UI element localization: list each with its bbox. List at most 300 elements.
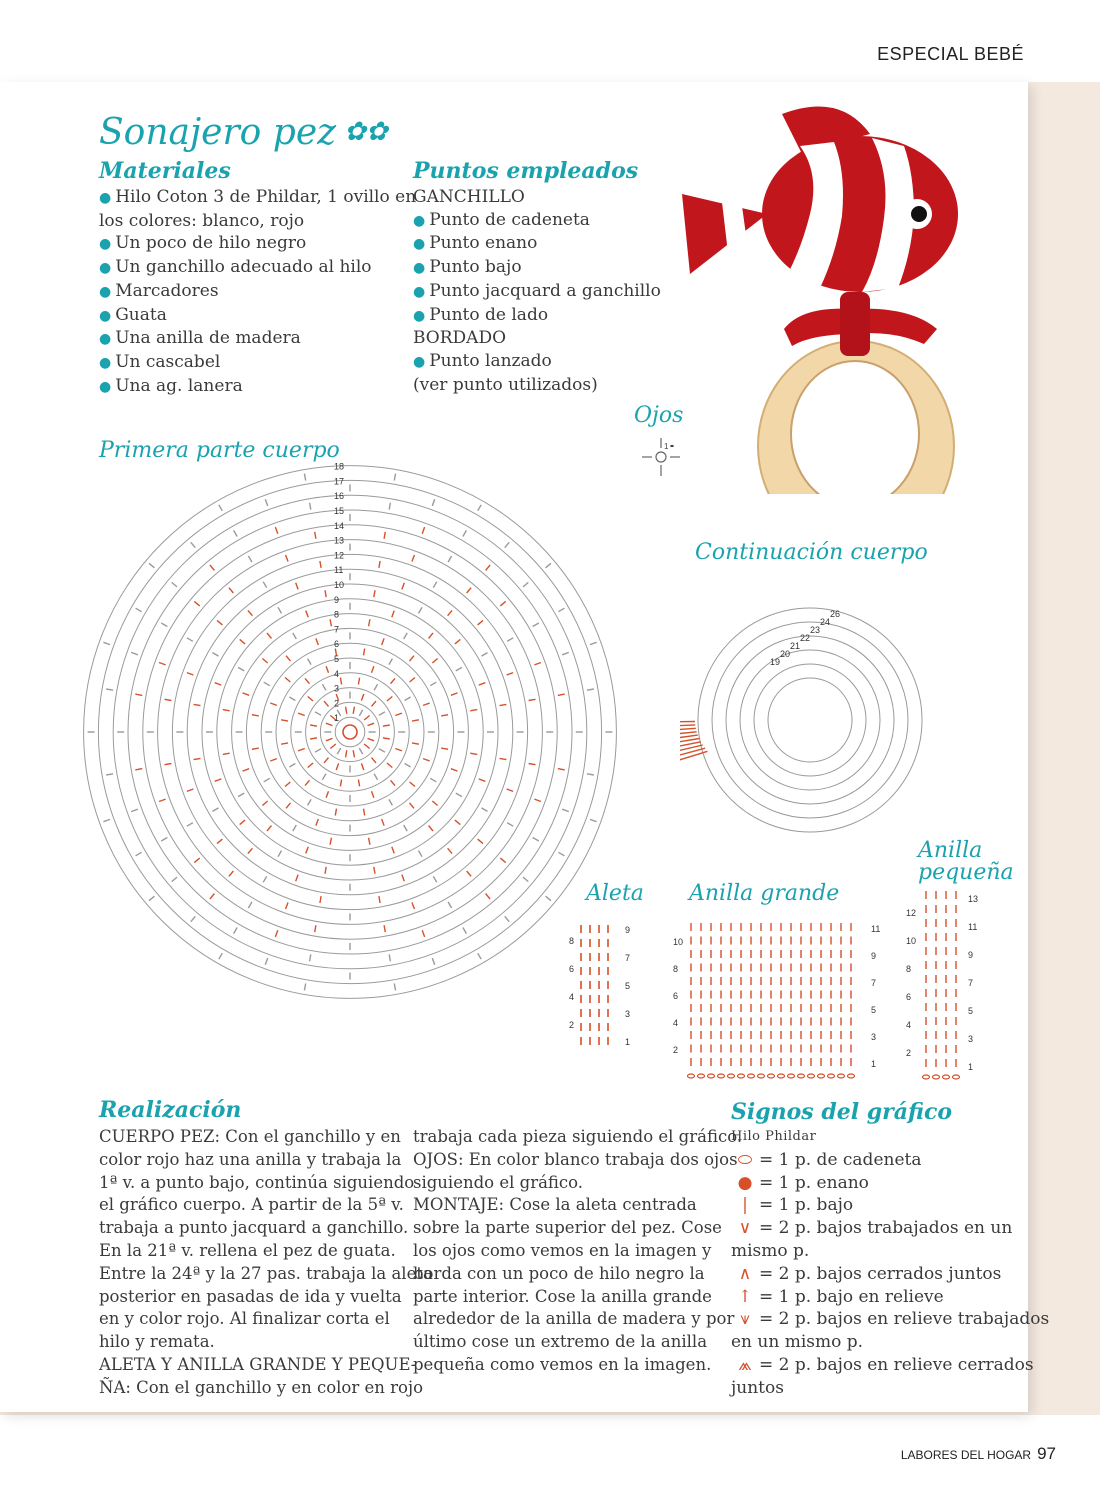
slip-stitch-icon: ● xyxy=(737,1172,753,1193)
stitch-mark xyxy=(422,930,424,937)
stitch-mark xyxy=(103,819,110,821)
row-number: 8 xyxy=(673,964,679,974)
list-item: ● Una ag. lanera xyxy=(99,375,243,396)
stitch-mark xyxy=(590,642,597,644)
stitch-mark xyxy=(441,715,448,716)
stitch-mark xyxy=(286,555,288,562)
stitch-mark xyxy=(419,851,423,857)
row-number: 5 xyxy=(968,1006,974,1016)
row-number: 3 xyxy=(871,1032,877,1042)
stitch-mark xyxy=(372,666,374,673)
stitch-mark xyxy=(191,542,196,547)
stitch-mark xyxy=(262,801,267,806)
stitch-mark xyxy=(187,823,193,827)
stitch-mark xyxy=(369,838,370,845)
stitch-mark xyxy=(194,758,201,759)
svg-text:1: 1 xyxy=(664,442,669,451)
round-number: 3 xyxy=(334,683,340,694)
round-ring xyxy=(98,480,601,983)
stitch-mark xyxy=(293,633,297,639)
stitch-mark xyxy=(500,858,505,863)
stitch-mark xyxy=(412,555,414,562)
stitch-mark xyxy=(131,652,138,654)
list-item: BORDADO xyxy=(413,328,507,349)
stitch-mark xyxy=(346,707,347,714)
stitch-mark xyxy=(448,848,453,853)
stitch-mark xyxy=(558,608,564,612)
legend-row: ∧ = 2 p. bajos cerrados juntos xyxy=(731,1263,1049,1286)
stitch-mark xyxy=(296,875,298,882)
stitch-mark xyxy=(412,743,419,744)
row-number: 5 xyxy=(871,1005,877,1015)
stitch-mark xyxy=(289,764,295,768)
stitch-mark xyxy=(448,556,452,562)
list-item: ● Un poco de hilo negro xyxy=(99,233,307,254)
legend-row: juntos xyxy=(731,1377,784,1398)
stitch-mark xyxy=(298,713,305,715)
stitch-mark xyxy=(217,839,222,844)
stitch-mark xyxy=(136,852,142,856)
round-number: 6 xyxy=(334,639,340,650)
round-ring xyxy=(291,673,409,791)
stitch-mark xyxy=(278,851,282,857)
stitch-mark xyxy=(389,659,393,665)
signos-legend xyxy=(731,1126,1049,1400)
magic-ring xyxy=(343,725,357,739)
stitch-mark xyxy=(306,847,308,854)
stitch-mark xyxy=(289,697,295,701)
stitch-mark xyxy=(372,701,377,706)
legend-row: ● = 1 p. enano xyxy=(731,1172,1049,1195)
stitch-mark xyxy=(395,713,402,715)
stitch-mark xyxy=(391,780,396,785)
stitch-mark xyxy=(265,958,267,965)
chain-mark xyxy=(798,1074,805,1078)
round-ring xyxy=(712,622,908,818)
stitch-mark xyxy=(387,763,392,768)
stitch-mark xyxy=(358,678,359,685)
stitch-mark xyxy=(383,738,390,739)
stitch-mark xyxy=(419,607,423,613)
stitch-mark xyxy=(507,789,513,791)
stitch-mark xyxy=(486,565,491,570)
stitch-mark xyxy=(432,801,437,806)
stitch-mark xyxy=(507,823,513,827)
row-number: 1 xyxy=(968,1062,974,1072)
stitch-mark xyxy=(310,954,311,961)
round-ring xyxy=(143,525,557,939)
stitch-mark xyxy=(392,847,394,854)
stitch-mark xyxy=(286,903,288,910)
row-number: 9 xyxy=(871,951,877,961)
stitch-mark xyxy=(558,852,564,856)
stitch-mark xyxy=(430,778,436,782)
round-ring xyxy=(768,678,852,762)
stitch-mark xyxy=(432,958,434,965)
page-footer: LABORES DEL HOGAR 97 xyxy=(900,1444,1056,1463)
stitch-mark xyxy=(296,583,298,590)
stitch-mark xyxy=(404,825,408,831)
stitch-mark xyxy=(405,697,411,701)
list-item: ● Un ganchillo adecuado al hilo xyxy=(99,257,372,278)
stitch-mark xyxy=(433,876,437,882)
stitch-mark xyxy=(534,663,541,665)
stitch-mark xyxy=(172,877,177,882)
stitch-mark xyxy=(219,505,223,511)
row-number: 12 xyxy=(906,908,917,918)
stitch-mark xyxy=(217,620,222,625)
round-number: 14 xyxy=(334,520,345,531)
stitch-mark xyxy=(364,649,365,656)
stitch-mark xyxy=(402,875,404,882)
list-item: (ver punto utilizados) xyxy=(413,374,598,395)
stitch-mark xyxy=(340,678,341,685)
row-number: 7 xyxy=(871,978,877,988)
stitch-mark xyxy=(429,826,434,831)
chain-mark xyxy=(778,1074,785,1078)
stitch-mark xyxy=(215,683,222,685)
signos-heading: Signos del gráfico xyxy=(731,1099,953,1125)
round-number: 26 xyxy=(830,609,841,619)
stitch-mark xyxy=(187,638,193,642)
stitch-mark xyxy=(404,633,408,639)
round-number: 4 xyxy=(334,668,340,679)
legend-row: | = 1 p. bajo xyxy=(731,1194,1049,1217)
stitch-mark xyxy=(379,896,380,903)
stitch-mark xyxy=(430,682,436,686)
round-ring xyxy=(754,664,866,776)
stitch-mark xyxy=(412,903,414,910)
stitch-mark xyxy=(353,750,354,757)
stitch-mark xyxy=(219,953,223,959)
stitch-mark xyxy=(448,610,453,615)
fin-mark xyxy=(680,725,695,727)
stitch-mark xyxy=(308,763,313,768)
stitch-mark xyxy=(392,611,394,618)
stitch-mark xyxy=(379,749,385,753)
stitch-mark xyxy=(243,769,250,771)
stitch-mark xyxy=(263,876,267,882)
chain-mark xyxy=(738,1074,745,1078)
stitch-mark xyxy=(394,474,395,481)
stitch-mark xyxy=(383,725,390,726)
stitch-mark xyxy=(165,764,172,765)
stitch-mark xyxy=(587,774,594,775)
chain-mark xyxy=(848,1074,855,1078)
chart-title-ojos: Ojos xyxy=(634,403,684,428)
stitch-mark xyxy=(410,678,415,683)
stitch-mark xyxy=(330,838,331,845)
chart-title-aleta: Aleta xyxy=(586,881,644,906)
round-number: 16 xyxy=(334,491,345,502)
stitch-mark xyxy=(264,682,270,686)
stitch-mark xyxy=(562,809,569,811)
stitch-mark xyxy=(240,820,245,825)
stitch-mark xyxy=(359,710,363,716)
stitch-mark xyxy=(210,894,215,899)
stitch-mark xyxy=(315,925,316,932)
stitch-mark xyxy=(278,607,282,613)
round-number: 1 xyxy=(334,713,340,724)
stitch-mark xyxy=(391,678,396,683)
stitch-mark xyxy=(106,689,113,690)
stitch-mark xyxy=(456,667,462,671)
list-item: ● Punto lanzado xyxy=(413,350,552,371)
row-number: 2 xyxy=(569,1020,575,1030)
chain-mark xyxy=(728,1074,735,1078)
stitch-mark xyxy=(310,738,317,739)
row-number: 6 xyxy=(673,991,679,1001)
stitch-mark xyxy=(240,639,245,644)
relief-stitch-icon: ↑ xyxy=(737,1286,753,1307)
stitch-mark xyxy=(482,653,488,657)
stitch-mark xyxy=(364,716,369,721)
page-title: Sonajero pez ✿✿ xyxy=(99,112,388,153)
list-item: GANCHILLO xyxy=(413,187,525,207)
round-number: 9 xyxy=(334,594,340,605)
stitch-mark xyxy=(558,694,565,695)
stitch-mark xyxy=(433,582,437,588)
puntos-list xyxy=(413,186,661,396)
stitch-mark xyxy=(374,684,378,690)
round-number: 5 xyxy=(334,654,340,664)
stitch-mark xyxy=(161,623,167,627)
stitch-mark xyxy=(410,656,415,661)
round-ring xyxy=(726,636,894,804)
stitch-mark xyxy=(135,769,142,770)
round-number: 15 xyxy=(334,506,345,516)
realizacion-col2: trabaja cada pieza siguiendo el gráfico. OJOS: En color blanco trabaja dos ojos siguiendo el gráfico. MONTAJE: Cose la aleta centrada sobre la parte superior del pez. Cose los ojos como vemos en la imagen y borda con un poco de hilo negro la parte interior. Cose la anilla grande alrededor de la anilla de madera y por último cose un extremo de la anilla pequeña como vemos en la imagen. xyxy=(413,1127,743,1374)
chain-mark xyxy=(718,1074,725,1078)
stitch-mark xyxy=(470,753,477,754)
stitch-mark xyxy=(590,819,597,821)
anilla-grande-chart xyxy=(667,910,892,1085)
stitch-mark xyxy=(149,563,154,568)
stitch-mark xyxy=(546,896,551,901)
row-number: 4 xyxy=(673,1018,679,1028)
row-number: 10 xyxy=(673,937,684,947)
decrease-icon: ∧ xyxy=(738,1263,752,1284)
list-item: ● Guata xyxy=(99,304,167,325)
row-number: 4 xyxy=(906,1020,912,1030)
stitch-mark xyxy=(534,799,541,801)
row-number: 7 xyxy=(625,953,631,963)
chain-mark xyxy=(828,1074,835,1078)
legend-row: ⩛ = 2 p. bajos en relieve trabajados xyxy=(731,1308,1049,1331)
increase-icon: ∨ xyxy=(738,1218,752,1239)
stitch-mark xyxy=(324,758,329,763)
chain-mark xyxy=(708,1074,715,1078)
stitch-mark xyxy=(402,583,404,590)
chain-mark xyxy=(788,1074,795,1078)
top-margin xyxy=(0,0,1100,82)
row-number: 8 xyxy=(906,964,912,974)
chart-title-continuacion: Continuación cuerpo xyxy=(695,540,928,565)
stitch-mark xyxy=(500,704,507,705)
stitch-mark xyxy=(265,499,267,506)
stitch-mark xyxy=(315,749,321,753)
fin-mark xyxy=(680,728,696,731)
chain-mark xyxy=(838,1074,845,1078)
round-number: 13 xyxy=(334,535,345,546)
stitch-mark xyxy=(448,902,452,908)
stitch-mark xyxy=(234,928,238,934)
list-item: ● Punto de lado xyxy=(413,304,549,325)
flower-icon: ✿✿ xyxy=(344,117,388,147)
stitch-mark xyxy=(229,588,234,593)
stitch-mark xyxy=(587,689,594,690)
legend-row: ⬭ = 1 p. de cadeneta xyxy=(731,1149,1049,1172)
stitch-mark xyxy=(361,763,363,770)
realizacion-col1: CUERPO PEZ: Con el ganchillo y en color rojo haz una anilla y trabaja la 1ª v. a punto bajo, continúa siguiendo el gráfico cuerpo. A partir de la 5ª v. trabaja a punto jacquard a ganchillo. En la 21ª v. rellena el pez de guata. Entre la 24ª y la 27 pas. trabaja la aleta posterior en pasadas de ida y vuelta en y color rojo. Al finalizar corta el hilo y remata. ALETA Y ANILLA GRANDE Y PEQUE- ÑA: Con el ganchillo y en color en rojo xyxy=(99,1127,433,1397)
round-number: 17 xyxy=(334,476,345,487)
stitch-mark xyxy=(337,748,341,754)
stitch-mark xyxy=(507,673,513,675)
stitch-mark xyxy=(305,678,310,683)
stitch-mark xyxy=(505,916,510,921)
round-ring xyxy=(261,643,439,821)
stitch-mark xyxy=(267,633,272,638)
row-number: 3 xyxy=(625,1009,631,1019)
chart-title-anilla-pequena: Anilla pequeña xyxy=(918,838,1014,885)
stitch-mark xyxy=(238,667,244,671)
stitch-mark xyxy=(395,749,402,751)
aleta-chart xyxy=(565,915,655,1065)
stitch-mark xyxy=(194,601,199,606)
stitch-mark xyxy=(213,808,219,812)
stitch-mark xyxy=(358,780,359,787)
stitch-mark xyxy=(353,707,354,714)
stitch-mark xyxy=(194,704,201,705)
stitch-mark xyxy=(346,750,347,757)
row-number: 11 xyxy=(871,924,881,934)
row-number: 6 xyxy=(569,964,575,974)
stitch-mark xyxy=(210,565,215,570)
stitch-mark xyxy=(304,984,305,991)
stitch-mark xyxy=(379,712,385,716)
stitch-mark xyxy=(364,809,365,816)
stitch-mark xyxy=(275,930,277,937)
stitch-mark xyxy=(364,744,369,749)
section-tag: ESPECIAL BEBÉ xyxy=(877,44,1024,64)
row-number: 11 xyxy=(968,922,978,932)
stitch-mark xyxy=(320,896,321,903)
stitch-mark xyxy=(326,723,333,725)
stitch-mark xyxy=(335,809,336,816)
signos-subheading: Hilo Phildar xyxy=(731,1129,817,1144)
stitch-mark xyxy=(248,902,252,908)
stitch-mark xyxy=(372,791,374,798)
stitch-mark xyxy=(281,743,288,744)
stitch-mark xyxy=(326,738,333,740)
round-number: 7 xyxy=(334,624,340,635)
stitch-mark xyxy=(455,820,460,825)
stitch-mark xyxy=(523,877,528,882)
round-number: 23 xyxy=(810,625,821,635)
stitch-mark xyxy=(263,582,267,588)
list-item: ● Un cascabel xyxy=(99,351,221,372)
stitch-mark xyxy=(213,653,219,657)
stitch-mark xyxy=(229,871,234,876)
row-number: 3 xyxy=(968,1034,974,1044)
round-ring xyxy=(740,650,880,790)
stitch-mark xyxy=(305,780,310,785)
stitch-mark xyxy=(336,763,338,770)
chain-mark xyxy=(923,1075,930,1079)
chain-mark xyxy=(933,1075,940,1079)
stitch-mark xyxy=(410,803,415,808)
stitch-mark xyxy=(322,684,326,690)
legend-row: en un mismo p. xyxy=(731,1332,864,1353)
stitch-mark xyxy=(359,748,363,754)
stitch-mark xyxy=(505,542,510,547)
stitch-mark xyxy=(422,527,424,534)
stitch-mark xyxy=(382,638,384,645)
stitch-mark xyxy=(382,819,384,826)
stitch-mark xyxy=(187,673,194,675)
stitch-mark xyxy=(478,505,482,511)
stitch-mark xyxy=(298,749,305,751)
stitch-mark xyxy=(451,769,458,771)
stitch-mark xyxy=(106,774,113,775)
chain-mark xyxy=(953,1075,960,1079)
stitch-mark xyxy=(159,663,166,665)
stitch-mark xyxy=(529,699,536,700)
round-number: 8 xyxy=(334,609,340,620)
stitch-mark xyxy=(308,799,312,805)
stitch-mark xyxy=(285,782,290,787)
stitch-mark xyxy=(478,953,482,959)
stitch-mark xyxy=(463,928,467,934)
stitch-mark xyxy=(215,779,222,781)
chain-mark xyxy=(943,1075,950,1079)
chain-mark xyxy=(808,1074,815,1078)
chain-mark xyxy=(748,1074,755,1078)
stitch-mark xyxy=(325,867,326,874)
stitch-mark xyxy=(308,659,312,665)
stitch-mark xyxy=(410,782,415,787)
round-number: 24 xyxy=(820,617,831,627)
round-number: 11 xyxy=(334,565,344,576)
stitch-mark xyxy=(262,659,267,664)
stitch-mark xyxy=(324,701,329,706)
chart-title-primera: Primera parte cuerpo xyxy=(99,438,340,463)
legend-row: ∨ = 2 p. bajos trabajados en un xyxy=(731,1217,1049,1240)
stitch-mark xyxy=(389,954,390,961)
page-number: 97 xyxy=(1037,1444,1056,1463)
list-item: ● Marcadores xyxy=(99,280,219,301)
stitch-mark xyxy=(479,683,486,685)
fish-rattle-photo xyxy=(672,94,972,494)
stitch-mark xyxy=(368,738,375,740)
stitch-mark xyxy=(172,582,177,587)
stitch-mark xyxy=(340,780,341,787)
round-ring xyxy=(246,628,453,835)
stitch-mark xyxy=(238,793,244,797)
stitch-mark xyxy=(270,703,277,705)
stitch-mark xyxy=(248,610,253,615)
round-number: 10 xyxy=(334,580,345,590)
stitch-mark xyxy=(423,703,430,705)
stitch-mark xyxy=(275,527,277,534)
list-item: ● Punto jacquard a ganchillo xyxy=(413,280,661,301)
stitch-mark xyxy=(281,720,288,721)
stitch-mark xyxy=(286,803,291,808)
stitch-mark xyxy=(467,588,472,593)
round-number: 19 xyxy=(770,657,781,667)
stitch-mark xyxy=(486,894,491,899)
stitch-mark xyxy=(330,744,335,749)
